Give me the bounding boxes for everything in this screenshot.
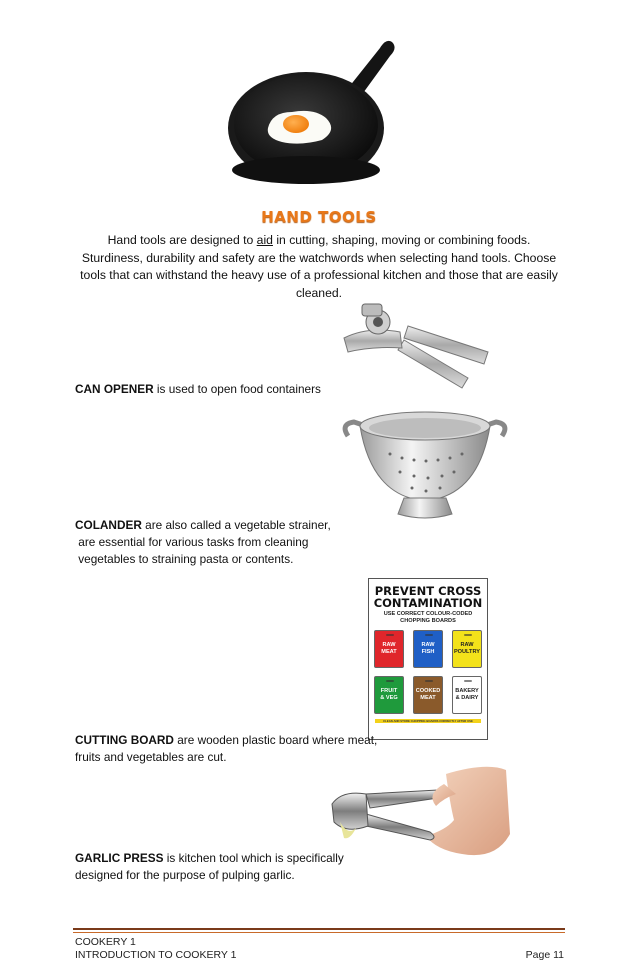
footer-rule (73, 928, 565, 930)
board-label-line-1: FRUIT (380, 688, 398, 694)
poster-banner: CLEAN AND STORE CHOPPING BOARDS CORRECTLY AFTER USE (375, 719, 481, 723)
term-colander: COLANDER (75, 518, 142, 532)
poster-board-3 (452, 630, 482, 668)
cutting-board-poster (368, 578, 488, 740)
board-label-line-2: & DAIRY (455, 694, 479, 701)
footer-rule-accent (73, 932, 565, 933)
can-opener-image (338, 296, 498, 396)
colander-image (340, 396, 510, 526)
poster-board-grid (374, 630, 482, 716)
board-handle-hole (464, 634, 472, 636)
item-garlic-press: GARLIC PRESS is kitchen tool which is specifically designed for the purpose of pulping garlic. (75, 851, 344, 882)
footer-page-number: Page 11 (525, 949, 564, 961)
board-handle-hole (425, 680, 433, 682)
garlic-press-image (326, 764, 516, 864)
poster-heading-1: PREVENT CROSS (374, 584, 482, 598)
poster-subheading-2: CHOPPING BOARDS (400, 617, 456, 624)
board-label-line-1: BAKERY (455, 688, 479, 694)
frying-pan-image (0, 0, 638, 200)
board-label-line-2: MEAT (420, 694, 436, 701)
item-colander: COLANDER are also called a vegetable strainer, are essential for various tasks from cleaning vegetables to straining pasta or contents. (75, 518, 331, 566)
poster-board-4 (374, 676, 404, 714)
poster-subheading-1: USE CORRECT COLOUR-CODED (383, 611, 473, 617)
footer-subtitle: INTRODUCTION TO COOKERY 1 (75, 949, 237, 961)
page-title: HAND TOOLS (261, 208, 377, 226)
board-label-line-1: RAW (421, 642, 435, 648)
term-can-opener: CAN OPENER (75, 382, 154, 396)
term-cutting-board: CUTTING BOARD (75, 733, 174, 747)
board-label-line-1: COOKED (415, 688, 441, 694)
board-label-line-1: RAW (382, 642, 396, 648)
poster-board-1 (374, 630, 404, 668)
poster-board-5 (413, 676, 443, 714)
board-handle-hole (386, 634, 394, 636)
item-can-opener: CAN OPENER is used to open food containers (75, 382, 321, 396)
board-label-line-2: FISH (421, 648, 435, 655)
poster-heading-2: CONTAMINATION (373, 596, 483, 610)
poster-board-2 (413, 630, 443, 668)
board-label-line-2: POULTRY (453, 648, 481, 655)
board-label-line-2: & VEG (380, 694, 398, 701)
intro-underlined-word: aid (256, 233, 273, 247)
item-cutting-board: CUTTING BOARD are wooden plastic board where meat, fruits and vegetables are cut. (75, 733, 378, 764)
board-handle-hole (386, 680, 394, 682)
board-label-line-1: RAW (460, 642, 474, 648)
term-garlic-press: GARLIC PRESS (75, 851, 164, 865)
intro-paragraph: Hand tools are designed to aid in cutting, shaping, moving or combining foods. Sturdiness, durability and safety are the watchwords when selecting hand tools. Choose tools that can withstand the heavy use of a professional kitchen and those that are easily cleaned. (80, 233, 558, 300)
board-handle-hole (425, 634, 433, 636)
board-label-line-2: MEAT (381, 648, 397, 655)
poster-board-6 (452, 676, 482, 714)
footer-course: COOKERY 1 (75, 936, 136, 948)
board-handle-hole (464, 680, 472, 682)
